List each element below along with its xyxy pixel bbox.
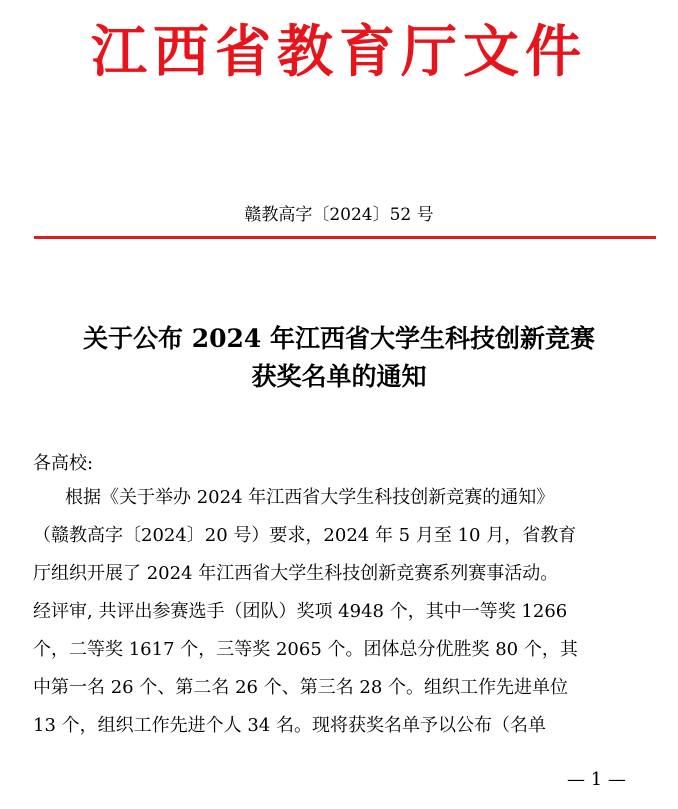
title-line-2: 获奖名单的通知 [251,362,427,391]
body-line: 根据《关于举办 2024 年江西省大学生科技创新竞赛的通知》 [65,487,555,508]
body-line: 13 个，组织工作先进个人 34 名。现将获奖名单予以公布（名单 [33,715,546,736]
body-line: 厅组织开展了 2024 年江西省大学生科技创新竞赛系列赛事活动。 [33,563,559,584]
body-line: （赣教高字〔2024〕20 号）要求，2024 年 5 月至 10 月，省教育 [33,525,577,546]
red-divider-line [34,236,656,239]
body-line: 经评审, 共评出参赛选手（团队）奖项 4948 个，其中一等奖 1266 [33,601,568,622]
page-number: — 1 — [567,769,626,790]
document-title [0,320,678,396]
body-line: 个，二等奖 1617 个，三等奖 2065 个。团体总分优胜奖 80 个，其 [33,639,578,660]
masthead-title: 江西省教育厅文件 [91,19,587,85]
salutation: 各高校: [33,453,94,474]
document-number: 赣教高字〔2024〕52 号 [244,205,434,225]
title-line-1: 关于公布 2024 年江西省大学生科技创新竞赛 [83,324,595,353]
body-line: 中第一名 26 个、第二名 26 个、第三名 28 个。组织工作先进单位 [33,677,569,698]
